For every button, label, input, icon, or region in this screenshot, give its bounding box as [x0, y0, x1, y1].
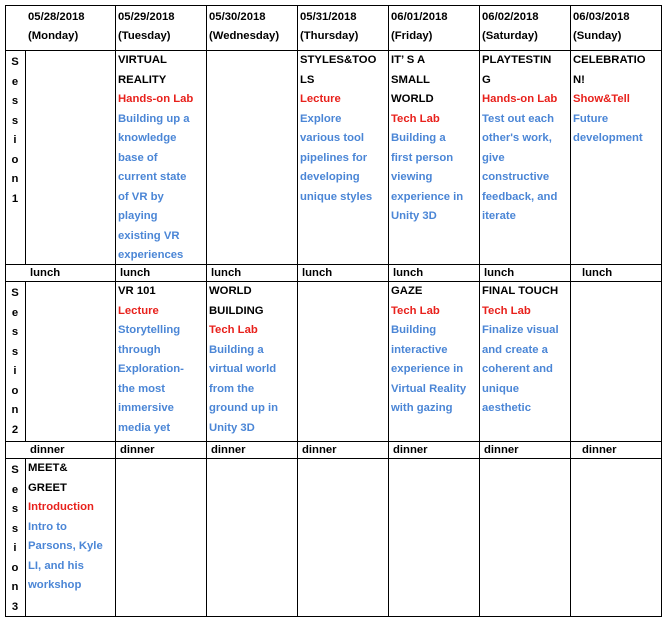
session-label: S e s s i o n 3: [11, 464, 19, 613]
session-type: Lecture: [118, 304, 159, 317]
session-title: VR 101: [118, 285, 156, 297]
day-header: [118, 8, 175, 46]
session-type: Hands-on Lab: [482, 93, 558, 106]
dinner-label: dinner: [393, 444, 428, 456]
lunch-label: lunch: [302, 267, 333, 279]
lunch-label: lunch: [30, 267, 61, 279]
day-date: 05/30/2018: [209, 11, 266, 23]
session-title: STYLES&TOO LS: [300, 54, 377, 86]
session-cell: [300, 51, 376, 207]
session-label: S e s s i o n 1: [11, 56, 19, 205]
grid-line-horizontal: [5, 5, 662, 6]
day-date: 05/29/2018: [118, 11, 175, 23]
session-title: VIRTUAL REALITY: [118, 54, 167, 86]
grid-line-vertical: [661, 5, 662, 617]
day-date: 05/28/2018: [28, 11, 85, 23]
day-weekday: (Wednesday): [209, 30, 280, 42]
lunch-label: lunch: [484, 267, 515, 279]
session-description: Building a first person viewing experience in Unity 3D: [391, 132, 464, 223]
dinner-label: dinner: [582, 444, 617, 456]
session-type: Lecture: [300, 93, 341, 106]
day-weekday: (Thursday): [300, 30, 359, 42]
session-cell: [482, 282, 559, 419]
dinner-label: dinner: [120, 444, 155, 456]
session-title: PLAYTESTIN G: [482, 54, 552, 86]
grid-line-vertical: [115, 5, 116, 617]
grid-line-vertical: [297, 5, 298, 617]
day-weekday: (Monday): [28, 30, 79, 42]
day-header: [209, 8, 279, 46]
day-weekday: (Friday): [391, 30, 433, 42]
session-type: Hands-on Lab: [118, 93, 194, 106]
dinner-label: dinner: [211, 444, 246, 456]
session-title: WORLD BUILDING: [209, 285, 264, 317]
day-date: 06/01/2018: [391, 11, 448, 23]
session-title: GAZE: [391, 285, 423, 297]
session-cell: [28, 459, 103, 596]
session-cell: [573, 51, 646, 149]
lunch-label: lunch: [211, 267, 242, 279]
session-description: Storytelling through Exploration- the most immersive media yet: [118, 324, 184, 434]
grid-line-vertical: [25, 281, 26, 441]
day-header: [391, 8, 448, 46]
session-description: Future development: [573, 112, 643, 145]
grid-line-horizontal: [5, 281, 662, 282]
grid-line-horizontal: [5, 458, 662, 459]
grid-line-horizontal: [5, 616, 662, 617]
day-weekday: (Saturday): [482, 30, 538, 42]
session-type: Tech Lab: [391, 112, 440, 125]
day-header: [573, 8, 630, 46]
session-title: FINAL TOUCH: [482, 285, 559, 297]
session-cell: [391, 51, 463, 227]
day-weekday: (Tuesday): [118, 30, 171, 42]
lunch-label: lunch: [393, 267, 424, 279]
dinner-label: dinner: [484, 444, 519, 456]
session-description: Finalize visual and create a coherent and unique aesthetic: [482, 324, 559, 415]
session-description: Test out each other's work, give constructive feedback, and iterate: [482, 112, 558, 223]
session-type: Introduction: [28, 501, 94, 514]
session-type: Tech Lab: [209, 324, 258, 337]
session-title: MEET& GREET: [28, 462, 68, 494]
session-description: Explore various tool pipelines for developing unique styles: [300, 112, 373, 203]
schedule-table: [5, 5, 662, 617]
day-date: 06/02/2018: [482, 11, 539, 23]
session-title: CELEBRATIO N!: [573, 54, 646, 86]
session-label: S e s s i o n 2: [11, 287, 19, 436]
session-type: Tech Lab: [391, 304, 440, 317]
grid-line-vertical: [388, 5, 389, 617]
dinner-label: dinner: [302, 444, 337, 456]
grid-line-vertical: [570, 5, 571, 617]
day-header: [300, 8, 358, 46]
session-title: IT’ S A SMALL WORLD: [391, 54, 434, 106]
session-description: Building interactive experience in Virtual Reality with gazing: [391, 324, 467, 415]
session-description: Building up a knowledge base of current state of VR by playing existing VR experiences: [118, 112, 190, 262]
session-cell: [118, 282, 184, 438]
day-date: 05/31/2018: [300, 11, 357, 23]
grid-line-horizontal: [5, 264, 662, 265]
day-header: [28, 8, 85, 46]
day-weekday: (Sunday): [573, 30, 622, 42]
session-cell: [482, 51, 557, 227]
lunch-label: lunch: [582, 267, 613, 279]
day-header: [482, 8, 539, 46]
day-date: 06/03/2018: [573, 11, 630, 23]
dinner-label: dinner: [30, 444, 65, 456]
grid-line-vertical: [25, 458, 26, 617]
lunch-label: lunch: [120, 267, 151, 279]
session-cell: [209, 282, 278, 438]
grid-line-vertical: [25, 50, 26, 264]
session-type: Tech Lab: [482, 304, 531, 317]
session-description: Intro to Parsons, Kyle LI, and his workshop: [28, 520, 103, 592]
session-cell: [391, 282, 466, 419]
grid-line-vertical: [479, 5, 480, 617]
grid-line-vertical: [206, 5, 207, 617]
session-description: Building a virtual world from the ground up in Unity 3D: [209, 343, 279, 434]
session-type: Show&Tell: [573, 93, 630, 106]
session-cell: [118, 51, 193, 266]
grid-line-vertical: [5, 5, 6, 617]
